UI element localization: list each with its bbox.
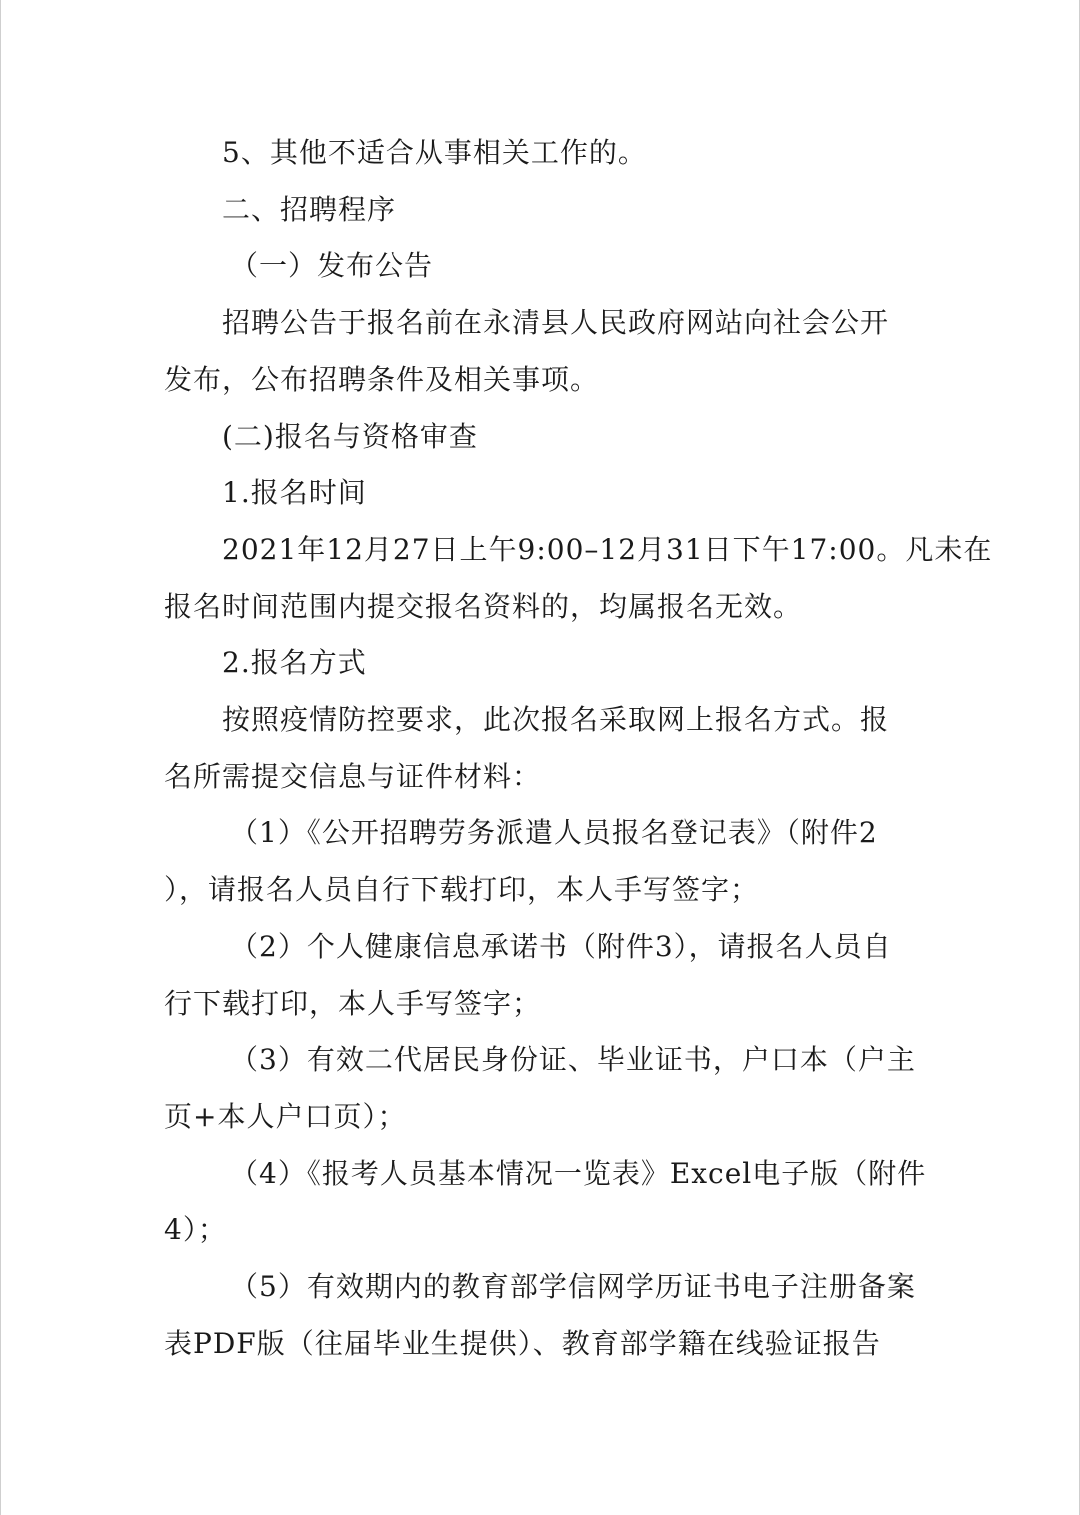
- document-body: [164, 125, 993, 1372]
- text-line: 按照疫情防控要求，此次报名采取网上报名方式。报: [222, 703, 890, 737]
- text-line: 发布，公布招聘条件及相关事项。: [164, 362, 600, 396]
- subsection-heading: （一）发布公告: [230, 249, 434, 283]
- text-line: 4）；: [164, 1213, 227, 1247]
- text-line: 行下载打印，本人手写签字；: [164, 986, 542, 1020]
- list-item: （1）《公开招聘劳务派遣人员报名登记表》（附件2: [230, 816, 878, 850]
- item-heading: 1.报名时间: [222, 476, 367, 510]
- text-line: ），请报名人员自行下载打印，本人手写签字；: [164, 873, 760, 907]
- list-item: （5）有效期内的教育部学信网学历证书电子注册备案: [230, 1270, 916, 1304]
- text-line: 名所需提交信息与证件材料：: [164, 759, 542, 793]
- text-line: 招聘公告于报名前在永清县人民政府网站向社会公开: [222, 306, 890, 340]
- text-line: 5、其他不适合从事相关工作的。: [222, 136, 647, 169]
- text-line: 表PDF版（往届毕业生提供）、教育部学籍在线验证报告: [164, 1326, 881, 1360]
- text-line: 2021年12月27日上午9:00–12月31日下午17:00。凡未在: [222, 532, 993, 566]
- section-heading: 二、招聘程序: [222, 192, 397, 226]
- list-item: （4）《报考人员基本情况一览表》Excel电子版（附件: [230, 1156, 927, 1190]
- list-item: （3）有效二代居民身份证、毕业证书，户口本（户主: [230, 1043, 916, 1077]
- subsection-heading: (二)报名与资格审查: [222, 419, 478, 453]
- item-heading: 2.报名方式: [222, 646, 367, 680]
- list-item: （2）个人健康信息承诺书（附件3），请报名人员自: [230, 929, 892, 963]
- text-line: 页+本人户口页）；: [164, 1099, 407, 1133]
- text-line: 报名时间范围内提交报名资料的，均属报名无效。: [164, 589, 803, 623]
